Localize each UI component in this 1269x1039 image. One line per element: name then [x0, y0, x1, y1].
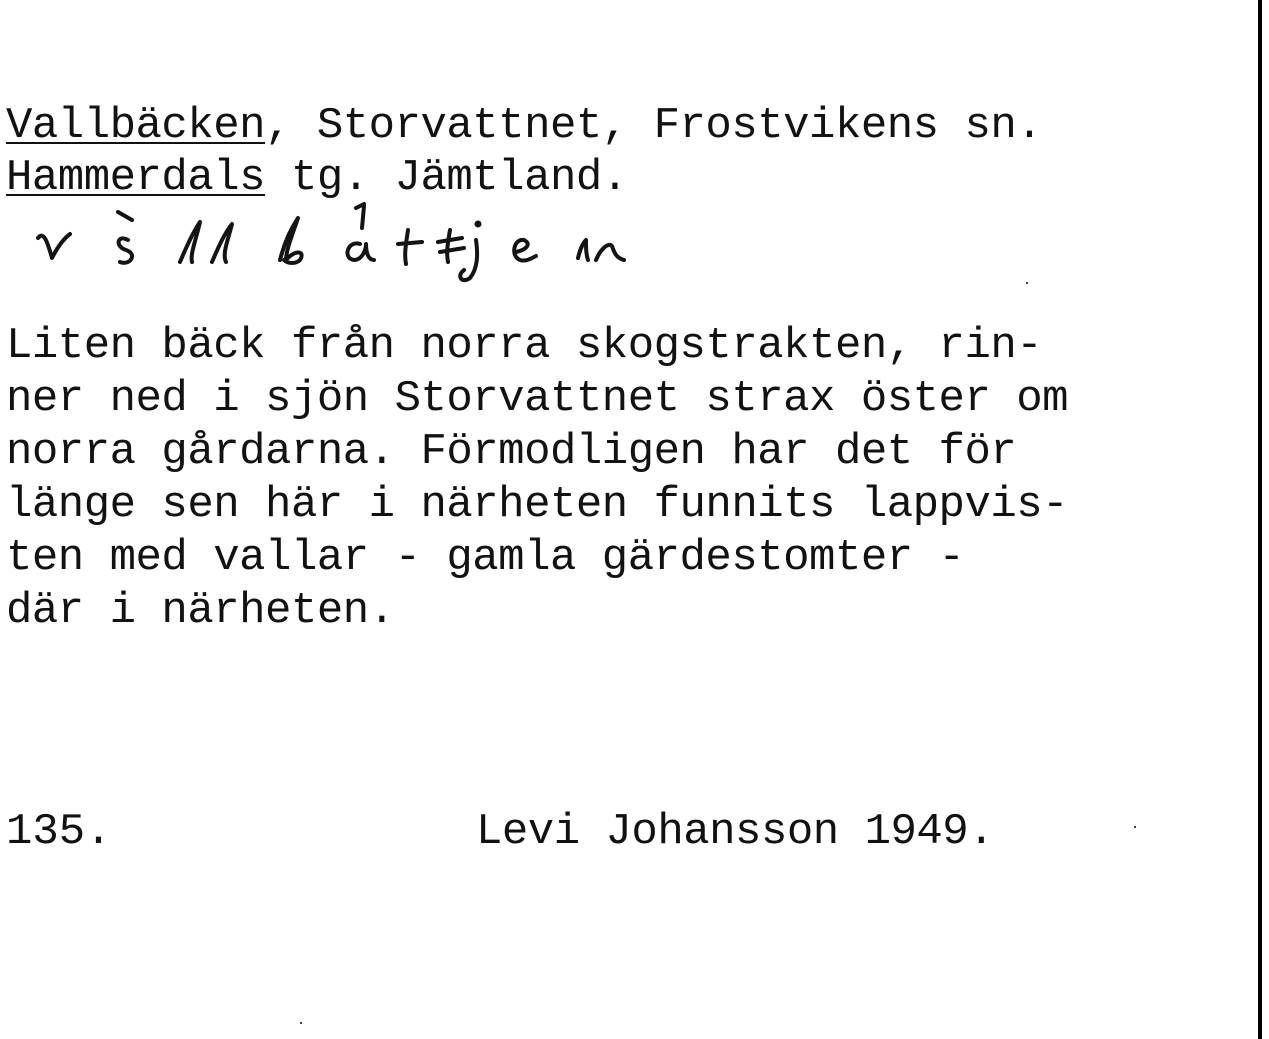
description-line-4: länge sen här i närheten funnits lappvis- — [6, 480, 1069, 530]
author-and-year: Levi Johansson 1949. — [476, 807, 995, 857]
place-name: Vallbäcken — [6, 101, 266, 151]
scan-speck — [300, 1022, 302, 1024]
card-number: 135. — [6, 807, 112, 857]
description-line-3: norra gårdarna. Förmodligen har det för — [6, 427, 1017, 477]
scan-speck — [1026, 282, 1028, 284]
description-line-1: Liten bäck från norra skogstrakten, rin- — [6, 321, 1043, 371]
header-line-1 — [6, 100, 1042, 152]
parish-name: Hammerdals — [6, 153, 266, 203]
description-line-5: ten med vallar - gamla gärdestomter - — [6, 533, 965, 583]
header-line-2 — [6, 152, 628, 204]
card-description — [6, 320, 1068, 638]
description-line-6: där i närheten. — [6, 586, 395, 636]
handwritten-phonetic-transcription — [30, 200, 670, 290]
scan-speck — [1134, 826, 1136, 828]
header-region: tg. Jämtland. — [265, 153, 628, 203]
description-line-2: ner ned i sjön Storvattnet strax öster om — [6, 374, 1069, 424]
header-location: , Storvattnet, Frostvikens sn. — [265, 101, 1043, 151]
card-right-border — [1258, 0, 1262, 1039]
